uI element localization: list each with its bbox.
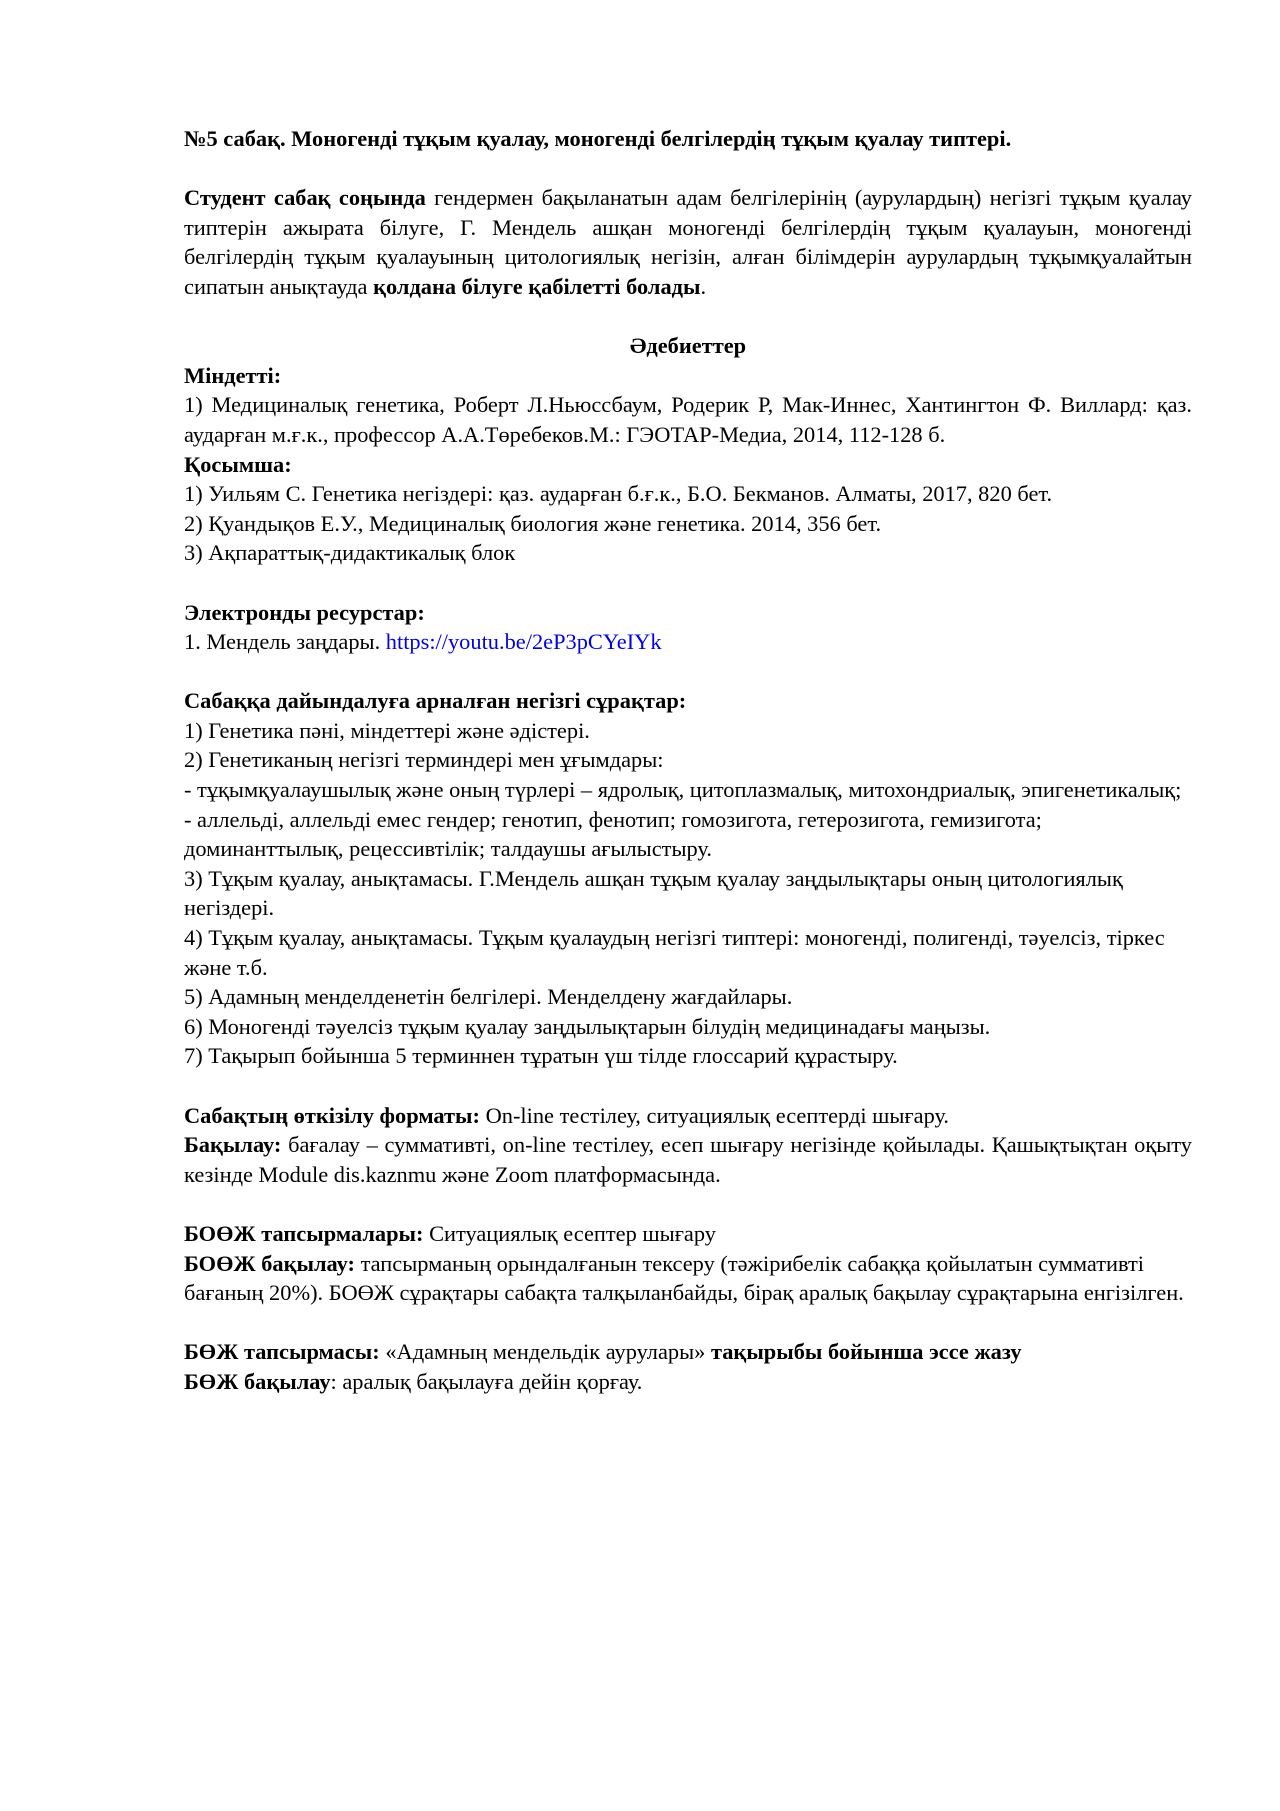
additional-item: 1) Уильям С. Генетика негіздері: қаз. аударған б.ғ.к., Б.О. Бекманов. Алматы, 2017, 820 бет. <box>184 481 1053 507</box>
eresources-label: Электронды ресурстар: <box>184 599 425 625</box>
srs-control <box>184 1367 1192 1397</box>
outcome-lead: Студент сабақ соңында <box>184 185 426 211</box>
video-link[interactable]: https://youtu.be/2eP3pCYeIYk <box>385 629 662 655</box>
question-item: 3) Тұқым қуалау, анықтамасы. Г.Мендель ашқан тұқым қуалау заңдылықтары оның цитологиялық негіздері. <box>184 865 1123 921</box>
learning-outcome <box>184 183 1192 301</box>
sroz-tasks-text: Ситуациялық есептер шығару <box>423 1220 716 1246</box>
question-item: - тұқымқуалаушылық және оның түрлері – ядролық, цитоплазмалық, митохондриалық, эпигенетикалық; <box>184 777 1182 803</box>
outcome-bold-end: қолдана білуге қабілетті болады <box>373 273 701 299</box>
spacer <box>184 568 1192 598</box>
document-body <box>184 124 1192 1397</box>
sroz-tasks <box>184 1219 1192 1249</box>
lesson-format <box>184 1101 1192 1131</box>
sroz-control-text: тапсырманың орындалғанын тексеру (тәжірибелік сабаққа қойылатын суммативті бағаның 20%). БОӨЖ сұрақтары сабақта талқыланбайды, бірақ аралық бақылау сұрақтарына енгізілген. <box>184 1250 1184 1306</box>
spacer <box>184 302 1192 332</box>
additional-item: 2) Қуандықов Е.У., Медициналық биология және генетика. 2014, 356 бет. <box>184 510 882 536</box>
mandatory-item: 1) Медициналық генетика, Роберт Л.Ньюссбаум, Родерик Р, Мак-Иннес, Хантингтон Ф. Виллард: қаз. аударған м.ғ.к., профессор А.А.Төребеков.М.: ГЭОТАР-Медиа, 2014, 112-128 б. <box>184 392 1192 447</box>
additional-item: 3) Ақпараттық-дидактикалық блок <box>184 540 516 566</box>
srs-control-text: : аралық бақылауға дейін қорғау. <box>330 1368 643 1394</box>
spacer <box>184 1189 1192 1219</box>
question-item: 7) Тақырып бойынша 5 терминнен тұратын үш тілде глоссарий құрастыру. <box>184 1043 898 1069</box>
question-item: 5) Адамның менделденетін белгілері. Менделдену жағдайлары. <box>184 984 793 1010</box>
outcome-period: . <box>700 273 707 299</box>
question-item: 2) Генетиканың негізгі терминдері мен ұғымдары: <box>184 747 664 773</box>
question-item: - аллельді, аллельді емес гендер; генотип, фенотип; гомозигота, гетерозигота, гемизигота; доминанттылық, рецессивтілік; талдаушы ағылыстыру. <box>184 806 1042 862</box>
question-item: 1) Генетика пәні, міндеттері және әдістері. <box>184 717 590 743</box>
sroz-control-label: БОӨЖ бақылау: <box>184 1250 355 1276</box>
mandatory-label: Міндетті: <box>184 362 282 388</box>
control-label: Бақылау: <box>184 1132 282 1158</box>
eresource-prefix: 1. Мендель заңдары. <box>184 629 386 655</box>
question-item: 4) Тұқым қуалау, анықтамасы. Тұқым қуалаудың негізгі типтері: моногенді, полигенді, тәуелсіз, тіркес және т.б. <box>184 925 1165 980</box>
srs-task-bold-end: тақырыбы бойынша эссе жазу <box>710 1339 1022 1365</box>
srs-task <box>184 1337 1192 1367</box>
lesson-title: №5 сабақ. Моногенді тұқым қуалау, моногенді белгілердің тұқым қуалау типтері. <box>184 126 1012 151</box>
srs-control-label: БӨЖ бақылау <box>184 1368 331 1394</box>
additional-label: Қосымша: <box>184 451 292 477</box>
outcome-text: гендермен бақыланатын адам белгілерінің (аурулардың) негізгі тұқым қуалау типтерін ажырата білуге, Г. Мендель ашқан моногенді белгілердің тұқым қуалауын, моногенді белгілердің тұқым қуалауының цитологиялық негізін, алған білімдерін аурулардың тұқымқуалайтын сипатын анықтауда <box>184 185 1193 299</box>
spacer <box>184 1071 1192 1101</box>
control-text: бағалау – суммативті, on-line тестілеу, есеп шығару негізінде қойылады. Қашықтықтан оқыту кезінде Module dis.kaznmu және Zoom платформасында. <box>184 1132 1192 1187</box>
lesson-control <box>184 1130 1192 1189</box>
format-text: On-line тестілеу, ситуациялық есептерді шығару. <box>479 1102 950 1128</box>
literature-heading: Әдебиеттер <box>629 333 747 359</box>
spacer <box>184 154 1192 184</box>
questions-label: Сабаққа дайындалуға арналған негізгі сұрақтар: <box>184 688 687 714</box>
eresource-item <box>184 627 1192 657</box>
spacer <box>184 1308 1192 1338</box>
format-label: Сабақтың өткізілу форматы: <box>184 1102 480 1128</box>
spacer <box>184 657 1192 687</box>
question-item: 6) Моногенді тәуелсіз тұқым қуалау заңдылықтарын білудің медицинадағы маңызы. <box>184 1013 991 1039</box>
sroz-tasks-label: БОӨЖ тапсырмалары: <box>184 1220 424 1246</box>
sroz-control <box>184 1249 1192 1308</box>
srs-task-text: «Адамның мендельдік аурулары» <box>379 1339 711 1365</box>
srs-task-label: БӨЖ тапсырмасы: <box>184 1339 380 1365</box>
